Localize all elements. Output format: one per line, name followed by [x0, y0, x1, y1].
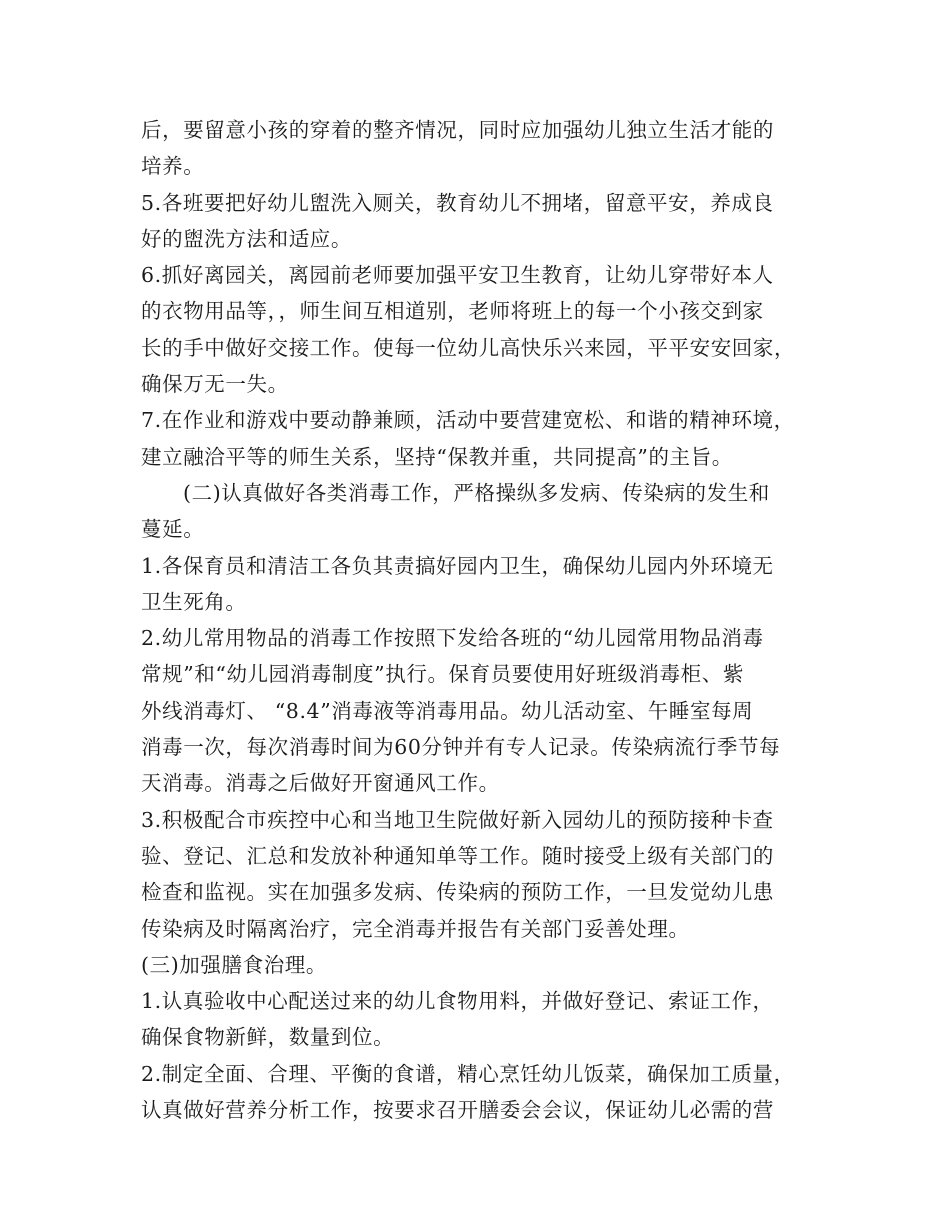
- text-line: 消毒一次，每次消毒时间为60分钟并有专人记录。传染病流行季节每: [141, 735, 781, 760]
- text-line: 建立融洽平等的师生关系，坚持“保教并重，共同提高”的主旨。: [141, 444, 733, 469]
- text-line: 1.认真验收中心配送过来的幼儿食物用料，并做好登记、索证工作，: [141, 989, 774, 1014]
- text-line: 认真做好营养分析工作，按要求召开膳委会会议，保证幼儿必需的营: [141, 1098, 774, 1123]
- text-line: 6.抓好离园关，离园前老师要加强平安卫生教育，让幼儿穿带好本人: [141, 263, 774, 288]
- text-line: 卫生死角。: [141, 589, 247, 614]
- text-line: 长的手中做好交接工作。使每一位幼儿高快乐兴来园，平平安安回家，: [141, 335, 796, 360]
- text-line: 确保万无一失。: [141, 372, 289, 397]
- text-line: 验、登记、汇总和发放补种通知单等工作。随时接受上级有关部门的: [141, 843, 774, 868]
- text-line: 确保食物新鲜，数量到位。: [141, 1025, 395, 1050]
- section-heading: (三)加强膳食治理。: [141, 952, 327, 977]
- text-line: 培养。: [141, 154, 205, 179]
- text-line: 外线消毒灯、 “8.4”消毒液等消毒用品。幼儿活动室、午睡室每周: [141, 698, 754, 723]
- text-line: 蔓延。: [141, 517, 205, 542]
- text-line: 2.制定全面、合理、平衡的食谱，精心烹饪幼儿饭菜，确保加工质量，: [141, 1061, 795, 1086]
- text-line: 后，要留意小孩的穿着的整齐情况，同时应加强幼儿独立生活才能的: [141, 118, 774, 142]
- text-line: 天消毒。消毒之后做好开窗通风工作。: [141, 771, 500, 796]
- text-line: 的衣物用品等，，师生间互相道别，老师将班上的每一个小孩交到家: [141, 299, 764, 324]
- text-line: 常规”和“幼儿园消毒制度”执行。保育员要使用好班级消毒柜、紫: [141, 662, 744, 687]
- text-line: 传染病及时隔离治疗，完全消毒并报告有关部门妥善处理。: [141, 916, 690, 941]
- text-line: 检查和监视。实在加强多发病、传染病的预防工作，一旦发觉幼儿患: [141, 880, 774, 905]
- text-line: 5.各班要把好幼儿盥洗入厕关，教育幼儿不拥堵，留意平安，养成良: [141, 190, 774, 215]
- text-line: 1.各保育员和清洁工各负其责搞好园内卫生，确保幼儿园内外环境无: [141, 553, 774, 578]
- text-line: 3.积极配合市疾控中心和当地卫生院做好新入园幼儿的预防接种卡查: [141, 807, 774, 832]
- text-line: 好的盥洗方法和适应。: [141, 226, 352, 251]
- text-line: 7.在作业和游戏中要动静兼顾，活动中要营建宽松、和谐的精神环境，: [141, 408, 795, 433]
- text-line: 2.幼儿常用物品的消毒工作按照下发给各班的“幼儿园常用物品消毒: [141, 626, 764, 651]
- document-body: [141, 112, 831, 1128]
- section-heading: (二)认真做好各类消毒工作，严格操纵多发病、传染病的发生和: [183, 480, 770, 505]
